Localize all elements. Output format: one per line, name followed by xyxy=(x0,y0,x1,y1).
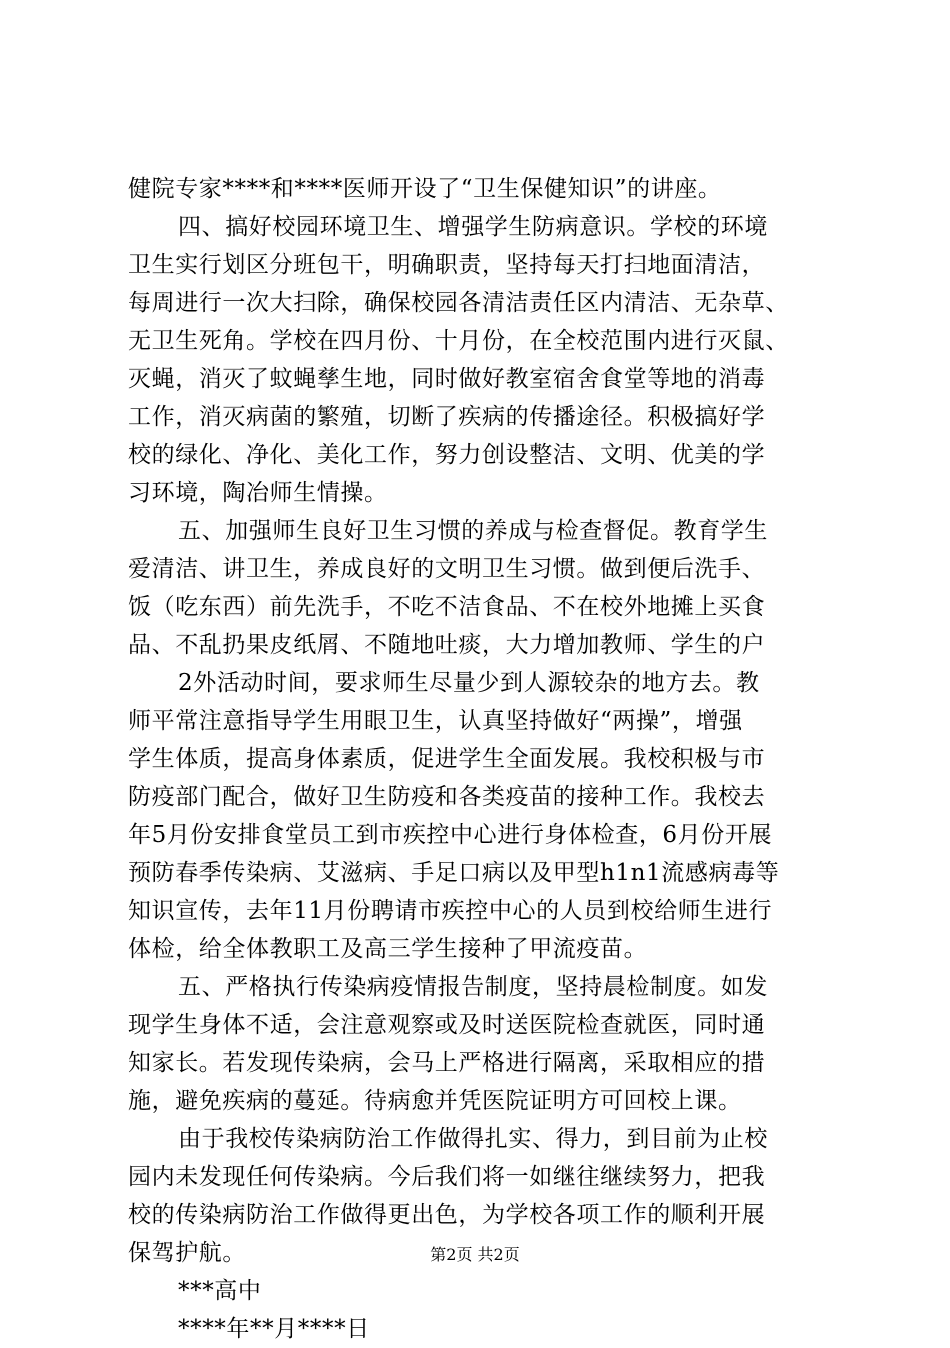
text-line: 四、搞好校园环境卫生、增强学生防病意识。学校的环境 xyxy=(178,214,768,240)
text-line: ****年**月****日 xyxy=(178,1316,370,1342)
text-line: 园内未发现任何传染病。今后我们将一如继往继续努力，把我 xyxy=(128,1164,766,1190)
text-line: 灭蝇，消灭了蚊蝇孳生地，同时做好教室宿舍食堂等地的消毒 xyxy=(128,366,766,392)
text-line: 爱清洁、讲卫生，养成良好的文明卫生习惯。做到便后洗手、 xyxy=(128,556,766,582)
text-line: 学生体质，提高身体素质，促进学生全面发展。我校积极与市 xyxy=(128,746,766,772)
text-line: 防疫部门配合，做好卫生防疫和各类疫苗的接种工作。我校去 xyxy=(128,784,766,810)
text-line: 保驾护航。 xyxy=(128,1240,246,1266)
text-line: 五、加强师生良好卫生习惯的养成与检查督促。教育学生 xyxy=(178,518,768,544)
text-line: 五、严格执行传染病疫情报告制度，坚持晨检制度。如发 xyxy=(178,974,768,1000)
document-body xyxy=(128,170,840,1348)
text-line: 工作，消灭病菌的繁殖，切断了疾病的传播途径。积极搞好学 xyxy=(128,404,766,430)
text-line: 习环境，陶冶师生情操。 xyxy=(128,480,388,506)
text-line: 预防春季传染病、艾滋病、手足口病以及甲型h1n1流感病毒等 xyxy=(128,860,780,886)
text-line: 健院专家****和****医师开设了“卫生保健知识”的讲座。 xyxy=(128,176,722,202)
text-line: 体检，给全体教职工及高三学生接种了甲流疫苗。 xyxy=(128,936,648,962)
text-line: 卫生实行划区分班包干，明确职责，坚持每天打扫地面清洁， xyxy=(128,252,766,278)
text-line: 饭（吃东西）前先洗手，不吃不洁食品、不在校外地摊上买食 xyxy=(128,594,766,620)
text-line: 师平常注意指导学生用眼卫生，认真坚持做好“两操”，增强 xyxy=(128,708,743,734)
text-line: 2外活动时间，要求师生尽量少到人源较杂的地方去。教 xyxy=(178,670,760,696)
text-line: 知识宣传，去年11月份聘请市疾控中心的人员到校给师生进行 xyxy=(128,898,773,924)
text-line: 施，避免疾病的蔓延。待病愈并凭医院证明方可回校上课。 xyxy=(128,1088,742,1114)
text-line: 知家长。若发现传染病，会马上严格进行隔离，采取相应的措 xyxy=(128,1050,766,1076)
text-line: 校的传染病防治工作做得更出色，为学校各项工作的顺利开展 xyxy=(128,1202,766,1228)
text-line: 每周进行一次大扫除，确保校园各清洁责任区内清洁、无杂草、 xyxy=(128,290,789,316)
text-line: ***高中 xyxy=(178,1278,262,1304)
text-line: 由于我校传染病防治工作做得扎实、得力，到目前为止校 xyxy=(178,1126,768,1152)
text-line: 品、不乱扔果皮纸屑、不随地吐痰，大力增加教师、学生的户 xyxy=(128,632,766,658)
text-line: 现学生身体不适，会注意观察或及时送医院检查就医，同时通 xyxy=(128,1012,766,1038)
text-line: 年5月份安排食堂员工到市疾控中心进行身体检查，6月份开展 xyxy=(128,822,773,848)
text-line: 无卫生死角。学校在四月份、十月份，在全校范围内进行灭鼠、 xyxy=(128,328,789,354)
text-line: 校的绿化、净化、美化工作，努力创设整洁、文明、优美的学 xyxy=(128,442,766,468)
page-footer: 第2页 共2页 xyxy=(430,1245,520,1264)
